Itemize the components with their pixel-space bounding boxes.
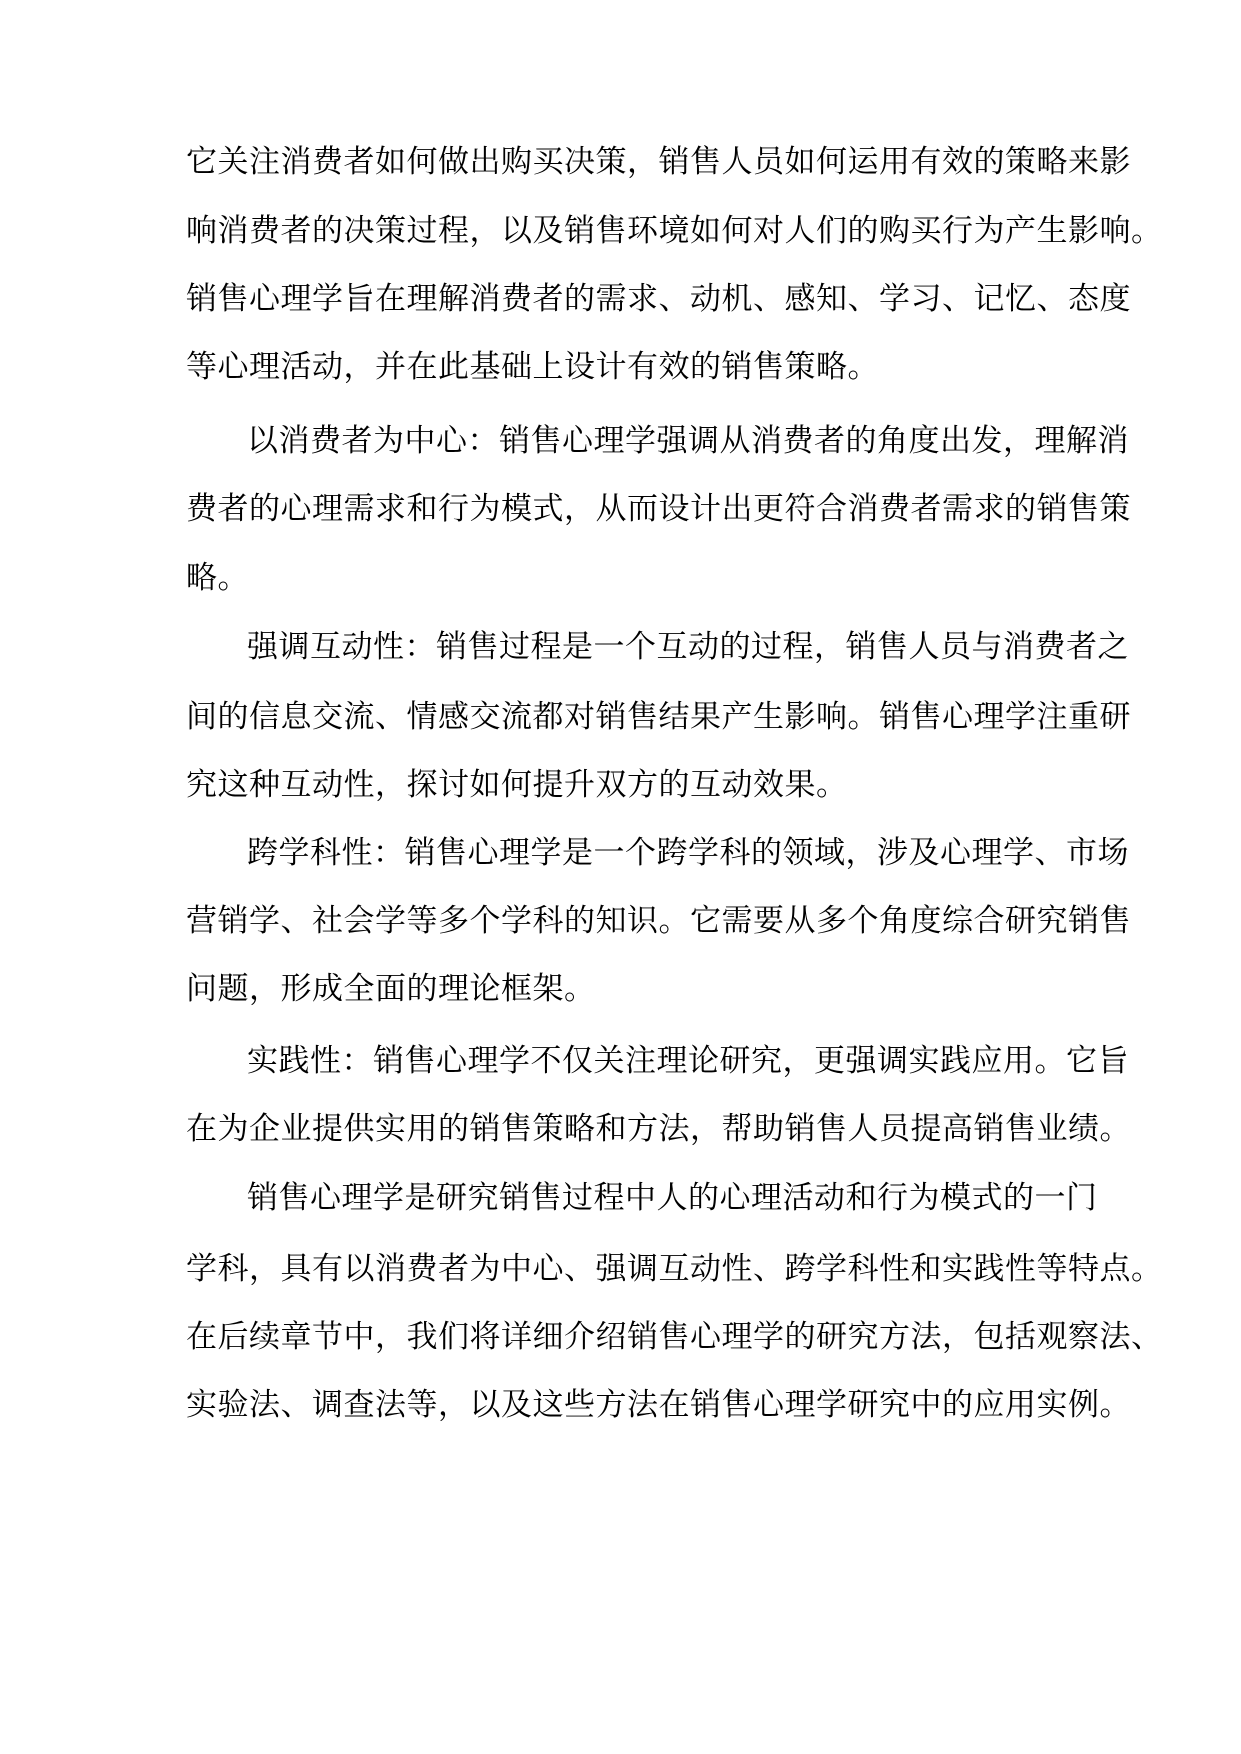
paragraph-line: 销售心理学旨在理解消费者的需求、动机、感知、学习、记忆、态度 [186, 281, 1131, 317]
paragraph-line: 以消费者为中心：销售心理学强调从消费者的角度出发，理解消 [247, 423, 1129, 459]
paragraph-line: 它关注消费者如何做出购买决策，销售人员如何运用有效的策略来影 [186, 144, 1131, 180]
paragraph-line: 跨学科性：销售心理学是一个跨学科的领域，涉及心理学、市场 [247, 835, 1129, 871]
paragraph-line: 间的信息交流、情感交流都对销售结果产生影响。销售心理学注重研 [186, 699, 1131, 735]
paragraph-line: 销售心理学是研究销售过程中人的心理活动和行为模式的一门 [247, 1180, 1098, 1216]
paragraph-line: 学科，具有以消费者为中心、强调互动性、跨学科性和实践性等特点。 [186, 1251, 1163, 1287]
paragraph-line: 强调互动性：销售过程是一个互动的过程，销售人员与消费者之 [247, 629, 1129, 665]
paragraph-line: 问题，形成全面的理论框架。 [186, 971, 596, 1007]
paragraph-line: 营销学、社会学等多个学科的知识。它需要从多个角度综合研究销售 [186, 903, 1131, 939]
paragraph-line: 响消费者的决策过程，以及销售环境如何对人们的购买行为产生影响。 [186, 213, 1163, 249]
paragraph-line: 略。 [186, 560, 249, 596]
paragraph-line: 究这种互动性，探讨如何提升双方的互动效果。 [186, 767, 848, 803]
paragraph-line: 费者的心理需求和行为模式，从而设计出更符合消费者需求的销售策 [186, 491, 1131, 527]
paragraph-line: 等心理活动，并在此基础上设计有效的销售策略。 [186, 349, 879, 385]
paragraph-line: 实践性：销售心理学不仅关注理论研究，更强调实践应用。它旨 [247, 1043, 1129, 1079]
paragraph-line: 在为企业提供实用的销售策略和方法，帮助销售人员提高销售业绩。 [186, 1111, 1131, 1147]
paragraph-line: 实验法、调查法等，以及这些方法在销售心理学研究中的应用实例。 [186, 1387, 1131, 1423]
paragraph-line: 在后续章节中，我们将详细介绍销售心理学的研究方法，包括观察法、 [186, 1319, 1163, 1355]
